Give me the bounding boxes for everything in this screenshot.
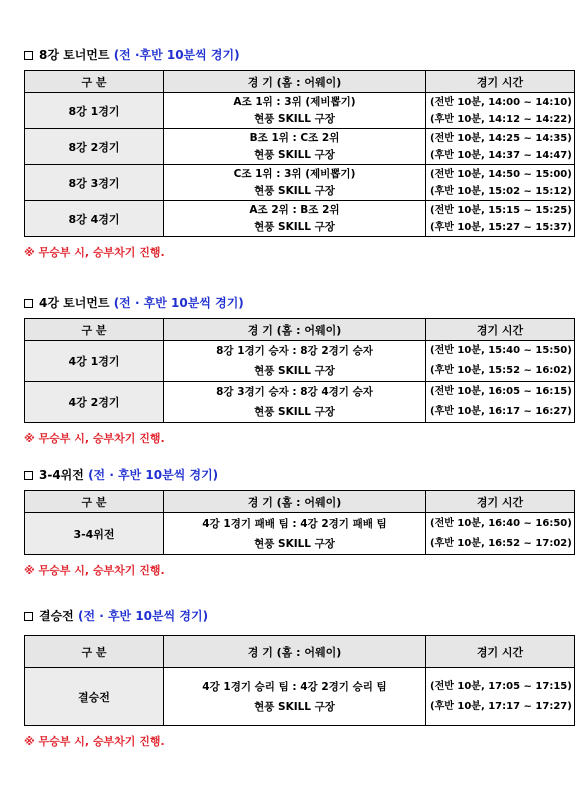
cell-gubun: 4강 1경기 [25, 341, 164, 382]
cell-time [426, 165, 575, 201]
match-venue: 현풍 SKILL 구장 [254, 537, 335, 550]
time-second-half: (후반 10분, 16:17 ~ 16:27) [430, 406, 572, 417]
header-time: 경기 시간 [426, 491, 575, 513]
cell-gubun: 결승전 [25, 668, 164, 726]
section-semifinal [24, 294, 574, 446]
match-venue: 현풍 SKILL 구장 [254, 112, 335, 125]
match-teams: A조 1위 : 3위 (제비뽑기) [233, 95, 356, 108]
match-venue: 현풍 SKILL 구장 [254, 220, 335, 233]
header-time: 경기 시간 [426, 636, 575, 668]
penalty-note: ※ 무승부 시, 승부차기 진행. [24, 735, 165, 748]
cell-gubun: 8강 1경기 [25, 93, 164, 129]
time-first-half: (전반 10분, 14:00 ~ 14:10) [430, 96, 572, 108]
header-match: 경 기 (홈 : 어웨이) [164, 319, 426, 341]
section-subtitle: (전 · 후반 10분씩 경기) [77, 609, 209, 623]
section-title [24, 46, 574, 64]
cell-gubun: 3-4위전 [25, 513, 164, 555]
section-title-text: 3-4위전 [39, 468, 84, 482]
table-row [25, 201, 575, 237]
time-second-half: (후반 10분, 15:52 ~ 16:02) [430, 365, 572, 376]
time-first-half: (전반 10분, 15:40 ~ 15:50) [430, 345, 572, 356]
match-teams: 8강 1경기 승자 : 8강 2경기 승자 [216, 345, 373, 357]
match-teams: C조 1위 : 3위 (제비뽑기) [233, 167, 356, 180]
section-final [24, 607, 574, 749]
cell-match [164, 382, 426, 423]
section-subtitle: (전 · 후반 10분씩 경기) [88, 468, 219, 482]
table-row [25, 129, 575, 165]
match-teams: 4강 1경기 패배 팀 : 4강 2경기 패배 팀 [202, 517, 387, 530]
checkbox-icon [24, 471, 33, 480]
schedule-table [24, 70, 575, 237]
section-title [24, 607, 574, 625]
cell-gubun: 8강 3경기 [25, 165, 164, 201]
checkbox-icon [24, 51, 33, 60]
header-time: 경기 시간 [426, 71, 575, 93]
header-gubun: 구 분 [25, 636, 164, 668]
schedule-table [24, 635, 575, 726]
schedule-table [24, 318, 575, 423]
match-teams: 8강 3경기 승자 : 8강 4경기 승자 [216, 386, 373, 398]
section-subtitle: (전 · 후반 10분씩 경기) [113, 296, 244, 310]
schedule-table [24, 490, 575, 555]
section-third-place [24, 466, 574, 578]
cell-time [426, 201, 575, 237]
match-venue: 현풍 SKILL 구장 [254, 365, 335, 377]
time-second-half: (후반 10분, 14:12 ~ 14:22) [430, 113, 572, 125]
time-second-half: (후반 10분, 15:27 ~ 15:37) [430, 221, 572, 233]
match-venue: 현풍 SKILL 구장 [254, 184, 335, 197]
section-quarterfinal [24, 46, 574, 260]
cell-time [426, 129, 575, 165]
checkbox-icon [24, 612, 33, 621]
checkbox-icon [24, 299, 33, 308]
time-first-half: (전반 10분, 16:40 ~ 16:50) [430, 517, 572, 529]
cell-time [426, 382, 575, 423]
table-row [25, 513, 575, 555]
header-match: 경 기 (홈 : 어웨이) [164, 71, 426, 93]
cell-gubun: 8강 4경기 [25, 201, 164, 237]
penalty-note: ※ 무승부 시, 승부차기 진행. [24, 432, 165, 445]
penalty-note: ※ 무승부 시, 승부차기 진행. [24, 564, 165, 577]
cell-time [426, 93, 575, 129]
cell-time [426, 668, 575, 726]
header-match: 경 기 (홈 : 어웨이) [164, 491, 426, 513]
time-first-half: (전반 10분, 14:25 ~ 14:35) [430, 132, 572, 144]
section-title [24, 466, 574, 484]
section-title [24, 294, 574, 312]
table-header-row [25, 319, 575, 341]
penalty-note: ※ 무승부 시, 승부차기 진행. [24, 246, 165, 259]
time-first-half: (전반 10분, 14:50 ~ 15:00) [430, 168, 572, 180]
cell-match [164, 341, 426, 382]
table-header-row [25, 491, 575, 513]
match-venue: 현풍 SKILL 구장 [254, 148, 335, 161]
header-gubun: 구 분 [25, 319, 164, 341]
table-row [25, 93, 575, 129]
time-second-half: (후반 10분, 14:37 ~ 14:47) [430, 149, 572, 161]
time-first-half: (전반 10분, 16:05 ~ 16:15) [430, 386, 572, 397]
cell-time [426, 513, 575, 555]
table-header-row [25, 71, 575, 93]
cell-gubun: 8강 2경기 [25, 129, 164, 165]
cell-gubun: 4강 2경기 [25, 382, 164, 423]
cell-match [164, 201, 426, 237]
cell-match [164, 513, 426, 555]
section-title-text: 4강 토너먼트 [39, 296, 110, 310]
match-venue: 현풍 SKILL 구장 [254, 700, 335, 713]
section-title-text: 결승전 [39, 609, 74, 623]
table-row [25, 165, 575, 201]
time-first-half: (전반 10분, 15:15 ~ 15:25) [430, 204, 572, 216]
match-teams: A조 2위 : B조 2위 [249, 203, 340, 216]
match-teams: 4강 1경기 승리 팀 : 4강 2경기 승리 팀 [202, 680, 387, 693]
table-row [25, 668, 575, 726]
time-second-half: (후반 10분, 16:52 ~ 17:02) [430, 537, 572, 549]
section-title-text: 8강 토너먼트 [39, 48, 110, 62]
time-second-half: (후반 10분, 17:17 ~ 17:27) [430, 700, 572, 712]
table-row [25, 382, 575, 423]
header-match: 경 기 (홈 : 어웨이) [164, 636, 426, 668]
header-gubun: 구 분 [25, 71, 164, 93]
match-teams: B조 1위 : C조 2위 [249, 131, 340, 144]
table-row [25, 341, 575, 382]
time-second-half: (후반 10분, 15:02 ~ 15:12) [430, 185, 572, 197]
table-header-row [25, 636, 575, 668]
cell-match [164, 165, 426, 201]
cell-match [164, 129, 426, 165]
section-subtitle: (전 ·후반 10분씩 경기) [113, 48, 240, 62]
cell-match [164, 93, 426, 129]
cell-time [426, 341, 575, 382]
header-time: 경기 시간 [426, 319, 575, 341]
cell-match [164, 668, 426, 726]
match-venue: 현풍 SKILL 구장 [254, 406, 335, 418]
time-first-half: (전반 10분, 17:05 ~ 17:15) [430, 680, 572, 692]
header-gubun: 구 분 [25, 491, 164, 513]
